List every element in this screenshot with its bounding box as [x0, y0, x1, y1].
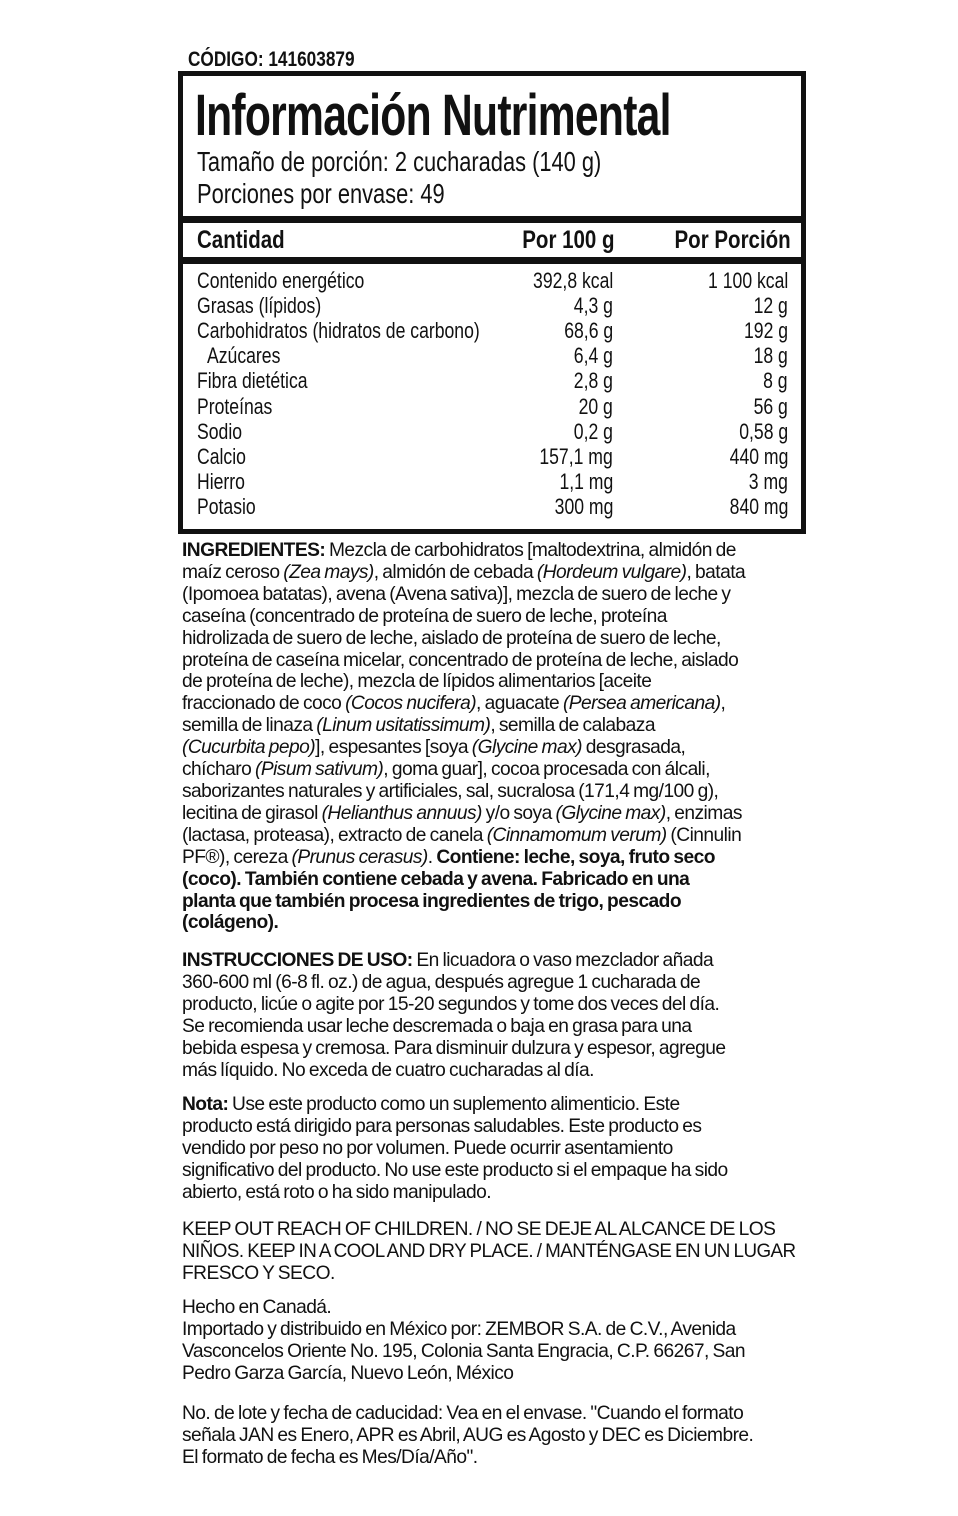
text-segment: PF®), cereza	[182, 846, 292, 868]
nutrient-label: Azúcares	[207, 343, 281, 369]
text-segment: (Linum usitatissimum)	[316, 715, 491, 737]
usage-instructions	[182, 950, 796, 1081]
text-segment: significativo del producto. No use este producto si el empaque ha sido	[182, 1159, 728, 1181]
text-segment: (Helianthus annuus)	[321, 802, 482, 824]
text-segment: (lactasa, proteasa), extracto de canela	[182, 824, 487, 846]
text-line	[182, 1094, 796, 1116]
text-segment: (colágeno).	[182, 912, 279, 934]
nutrient-value-per-100g: 0,2 g	[573, 418, 613, 444]
text-line: KEEP OUT REACH OF CHILDREN. / NO SE DEJE AL ALCANCE DE LOS	[182, 1219, 776, 1240]
text-segment: abierto, está roto o ha sido manipulado.	[182, 1181, 492, 1203]
origin-importer	[182, 1297, 796, 1385]
text-line	[182, 759, 796, 781]
text-line	[182, 891, 796, 913]
text-segment: .	[427, 846, 437, 868]
text-segment: desgrasada,	[581, 737, 686, 759]
section-heading: Nota:	[182, 1094, 229, 1115]
text-segment: Mezcla de carbohidratos [maltodextrina, almidón de	[325, 540, 736, 561]
header-per-100g: Por 100 g	[522, 226, 615, 254]
text-segment: lecitina de girasol	[182, 802, 322, 824]
text-line	[182, 972, 796, 994]
text-line: FRESCO Y SECO.	[182, 1262, 335, 1284]
section-heading: INSTRUCCIONES DE USO:	[182, 950, 413, 971]
text-segment: semilla de linaza	[182, 715, 317, 737]
text-segment: de proteína de leche), mezcla de lípidos alimentarios [aceite	[182, 671, 652, 693]
lot-expiry-info	[182, 1403, 796, 1469]
text-segment: (Zea mays)	[283, 561, 374, 583]
nutrient-row	[183, 444, 801, 469]
nutrient-value-per-portion: 440 mg	[729, 443, 788, 469]
text-line	[182, 671, 796, 693]
text-line: NIÑOS. KEEP IN A COOL AND DRY PLACE. / MANTÉNGASE EN UN LUGAR	[182, 1240, 796, 1262]
text-line: No. de lote y fecha de caducidad: Vea en el envase. "Cuando el formato	[182, 1403, 744, 1424]
text-line	[182, 650, 796, 672]
text-line	[182, 1060, 796, 1082]
nutrient-value-per-portion: 8 g	[763, 368, 788, 394]
text-line	[182, 1182, 796, 1204]
text-segment: producto, licúe o agite por 15-20 segundos y tome dos veces del día.	[182, 993, 720, 1015]
text-segment: vendido por peso no por volumen. Puede ocurrir asentamiento	[182, 1137, 673, 1159]
text-line	[182, 1016, 796, 1038]
nutrient-value-per-portion: 56 g	[753, 393, 788, 419]
nutrient-value-per-100g: 6,4 g	[573, 343, 613, 369]
text-segment: bebida espesa y cremosa. Para disminuir dulzura y espesor, agregue	[182, 1037, 726, 1059]
text-line	[182, 912, 796, 934]
text-segment: planta que también procesa ingredientes de trigo, pescado	[182, 890, 682, 912]
text-segment: (Glycine max)	[471, 737, 582, 759]
text-line: Importado y distribuido en México por: ZEMBOR S.A. de C.V., Avenida	[182, 1318, 736, 1340]
nutrient-label: Carbohidratos (hidratos de carbono)	[197, 318, 480, 344]
nutrient-label: Grasas (lípidos)	[197, 293, 322, 319]
nutrient-value-per-portion: 192 g	[743, 318, 788, 344]
nutrient-value-per-portion: 12 g	[753, 293, 788, 319]
text-segment: (Cucurbita pepo)	[182, 737, 316, 759]
text-segment: ,	[720, 693, 726, 715]
ingredients-text	[182, 540, 796, 934]
nutrient-row	[183, 419, 801, 444]
nutrient-row	[183, 293, 801, 318]
note-text	[182, 1094, 796, 1204]
text-line	[182, 1116, 796, 1138]
text-line	[182, 540, 796, 562]
text-line: señala JAN es Enero, APR es Abril, AUG es Agosto y DEC es Diciembre.	[182, 1424, 754, 1446]
text-segment: (Cinnulin	[666, 824, 742, 846]
nutrient-value-per-100g: 2,8 g	[573, 368, 613, 394]
text-segment: (Prunus cerasus)	[291, 846, 428, 868]
text-line	[182, 693, 796, 715]
text-segment: (Cocos nucifera)	[345, 693, 477, 715]
text-line: Vasconcelos Oriente No. 195, Colonia Santa Engracia, C.P. 66267, San	[182, 1340, 746, 1362]
nutrient-row	[183, 394, 801, 419]
nutrient-value-per-portion: 1 100 kcal	[707, 268, 788, 293]
text-line	[182, 803, 796, 825]
text-segment: producto está dirigido para personas saludables. Este producto es	[182, 1115, 702, 1137]
nutrient-value-per-100g: 68,6 g	[564, 318, 613, 344]
nutrient-row	[183, 368, 801, 393]
text-segment: (Pisum sativum)	[254, 759, 384, 781]
text-segment: , batata	[686, 561, 746, 583]
serving-size: Tamaño de porción: 2 cucharadas (140 g)	[197, 146, 602, 177]
text-segment: , enzimas	[665, 802, 742, 824]
text-segment: Use este producto como un suplemento alimenticio. Este	[228, 1094, 680, 1115]
nutrition-title: Información Nutrimental	[195, 83, 671, 148]
nutrient-value-per-portion: 840 mg	[729, 493, 788, 519]
nutrient-row	[183, 318, 801, 343]
text-segment: (Glycine max)	[555, 802, 666, 824]
text-line	[182, 950, 796, 972]
divider-rule	[183, 216, 801, 223]
keep-out-warning	[182, 1219, 796, 1285]
text-segment: saborizantes naturales y artificiales, sal, sucralosa (171,4 mg/100 g),	[182, 780, 719, 802]
nutrient-value-per-100g: 392,8 kcal	[532, 268, 613, 293]
text-segment: (Persea americana)	[562, 693, 721, 715]
text-segment: Contiene: leche, soya, fruto seco	[436, 846, 715, 868]
text-segment: hidrolizada de suero de leche, aislado de proteína de suero de leche,	[182, 627, 721, 649]
text-line	[182, 584, 796, 606]
text-segment: (Cinnamomum verum)	[486, 824, 667, 846]
nutrient-label: Sodio	[197, 418, 243, 444]
text-segment: (Hordeum vulgare)	[536, 561, 687, 583]
text-segment: chícharo	[182, 759, 255, 781]
text-segment: ], espesantes [soya	[315, 737, 472, 759]
text-line: Hecho en Canadá.	[182, 1297, 332, 1318]
nutrient-label: Contenido energético	[197, 268, 365, 293]
nutrient-value-per-portion: 3 mg	[748, 468, 788, 494]
nutrient-label: Calcio	[197, 443, 246, 469]
nutrient-value-per-100g: 4,3 g	[573, 293, 613, 319]
text-line	[182, 825, 796, 847]
text-segment: (coco). También contiene cebada y avena. Fabricado en una	[182, 868, 690, 890]
text-segment: proteína de caseína micelar, concentrado de proteína de leche, aislado	[182, 649, 739, 671]
text-segment: Se recomienda usar leche descremada o baja en grasa para una	[182, 1015, 692, 1037]
servings-per-container: Porciones por envase: 49	[197, 178, 445, 209]
product-code: CÓDIGO: 141603879	[188, 48, 355, 71]
text-line	[182, 737, 796, 759]
text-segment: , aguacate	[476, 693, 563, 715]
text-line: El formato de fecha es Mes/Día/Año".	[182, 1446, 478, 1468]
text-line	[182, 562, 796, 584]
text-line: Pedro Garza García, Nuevo León, México	[182, 1362, 514, 1384]
text-line	[182, 715, 796, 737]
text-line	[182, 847, 796, 869]
text-segment: (Ipomoea batatas), avena (Avena sativa)], mezcla de suero de leche y	[182, 583, 731, 605]
nutrient-value-per-100g: 20 g	[578, 393, 613, 419]
nutrient-label: Hierro	[197, 468, 245, 494]
text-line	[182, 994, 796, 1016]
text-segment: más líquido. No exceda de cuatro cucharadas al día.	[182, 1059, 594, 1081]
section-heading: INGREDIENTES:	[182, 540, 326, 561]
nutrient-value-per-100g: 157,1 mg	[539, 443, 613, 469]
text-segment: y/o soya	[481, 802, 556, 824]
nutrient-label: Proteínas	[197, 393, 273, 419]
text-line	[182, 1160, 796, 1182]
text-segment: fraccionado de coco	[182, 693, 346, 715]
text-segment: 360-600 ml (6-8 fl. oz.) de agua, después agregue 1 cucharada de	[182, 971, 701, 993]
nutrient-row	[183, 469, 801, 494]
text-segment: , goma guar], cocoa procesada con álcali,	[383, 759, 710, 781]
nutrient-value-per-100g: 1,1 mg	[559, 468, 613, 494]
divider-rule	[183, 257, 801, 264]
text-segment: caseína (concentrado de proteína de suero de leche, proteína	[182, 605, 667, 627]
nutrient-value-per-portion: 18 g	[753, 343, 788, 369]
text-segment: En licuadora o vaso mezclador añada	[412, 950, 714, 971]
text-segment: , semilla de calabaza	[490, 715, 655, 737]
nutrient-value-per-100g: 300 mg	[554, 493, 613, 519]
text-line	[182, 1038, 796, 1060]
nutrient-row	[183, 494, 801, 519]
nutrient-label: Fibra dietética	[197, 368, 308, 394]
nutrient-row	[183, 343, 801, 368]
text-line	[182, 869, 796, 891]
text-segment: , almidón de cebada	[373, 561, 537, 583]
header-cantidad: Cantidad	[197, 226, 285, 254]
header-per-portion: Por Porción	[674, 226, 791, 254]
text-line	[182, 781, 796, 803]
text-line	[182, 628, 796, 650]
nutrient-label: Potasio	[197, 493, 256, 519]
text-line	[182, 1138, 796, 1160]
text-segment: maíz ceroso	[182, 561, 284, 583]
text-line	[182, 606, 796, 628]
nutrient-value-per-portion: 0,58 g	[739, 418, 788, 444]
nutrient-row	[183, 268, 801, 293]
nutrition-facts-panel	[178, 71, 806, 534]
